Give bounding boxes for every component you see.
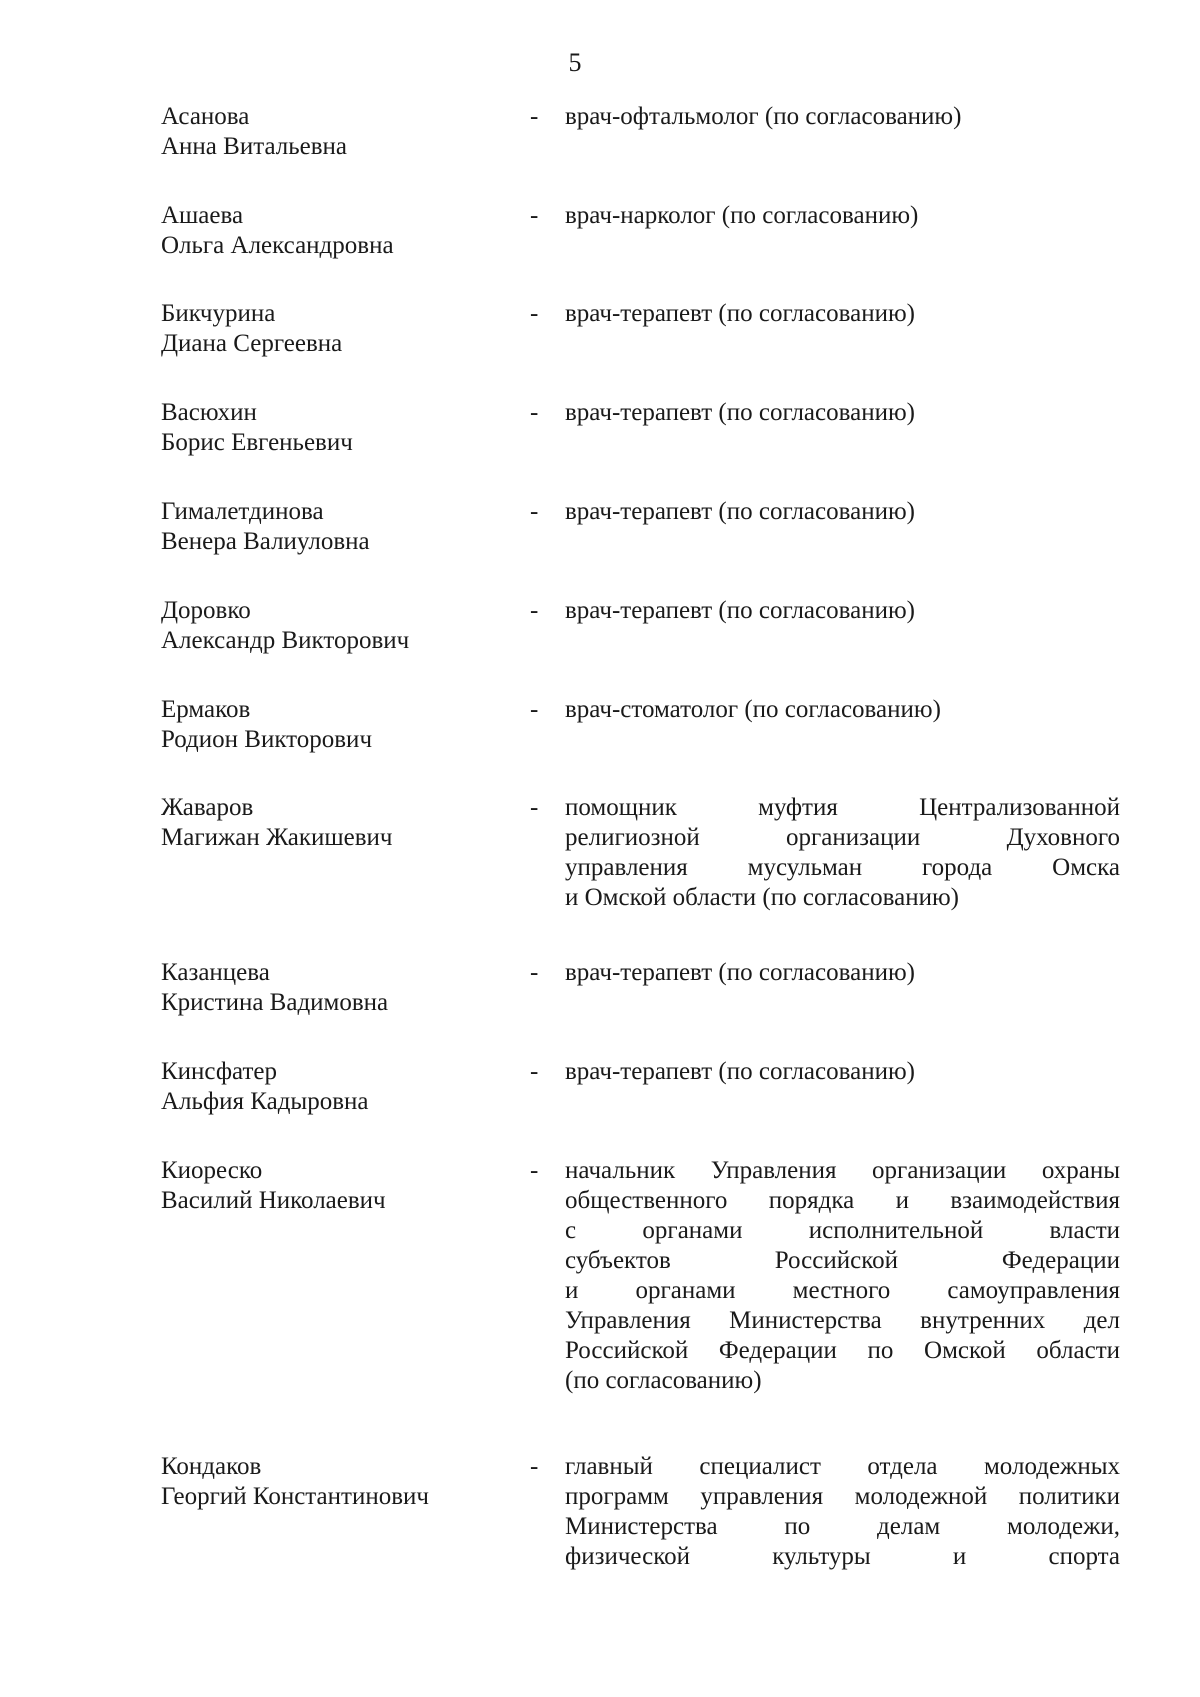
- person-name: [161, 1156, 521, 1216]
- role-line: начальник Управления организации охраны: [565, 1157, 1120, 1184]
- role: [565, 958, 1125, 988]
- given-name: Магижан Жакишевич: [161, 824, 393, 851]
- dash: -: [530, 794, 539, 821]
- role-line: субъектов Российской Федерации: [565, 1247, 1120, 1274]
- dash: -: [530, 300, 539, 327]
- role-line: управления мусульман города Омска: [565, 854, 1120, 881]
- person-name: [161, 958, 521, 1018]
- role-line: общественного порядка и взаимодействия: [565, 1187, 1120, 1214]
- dash: -: [530, 202, 539, 229]
- role: [565, 1452, 1120, 1572]
- given-name: Борис Евгеньевич: [161, 429, 353, 456]
- role: [565, 1057, 1125, 1087]
- dash: -: [530, 103, 539, 130]
- role-line: Российской Федерации по Омской области: [565, 1337, 1120, 1364]
- role-line: врач-терапевт (по согласованию): [565, 1058, 915, 1085]
- role: [565, 497, 1125, 527]
- role: [565, 596, 1125, 626]
- person-name: [161, 102, 521, 162]
- surname: Кондаков: [161, 1453, 262, 1480]
- role-line: Министерства по делам молодежи,: [565, 1513, 1120, 1540]
- surname: Доровко: [161, 597, 251, 624]
- given-name: Ольга Александровна: [161, 232, 394, 259]
- person-name: [161, 1452, 521, 1512]
- surname: Жаваров: [161, 794, 254, 821]
- surname: Гималетдинова: [161, 498, 324, 525]
- surname: Ашаева: [161, 202, 244, 229]
- role-line: врач-терапевт (по согласованию): [565, 498, 915, 525]
- surname: Бикчурина: [161, 300, 276, 327]
- surname: Ермаков: [161, 696, 251, 723]
- dash: -: [530, 696, 539, 723]
- role: [565, 201, 1125, 231]
- role-line: религиозной организации Духовного: [565, 824, 1120, 851]
- surname: Киореско: [161, 1157, 263, 1184]
- role-line: программ управления молодежной политики: [565, 1483, 1120, 1510]
- person-name: [161, 596, 521, 656]
- role-line: врач-офтальмолог (по согласованию): [565, 103, 962, 130]
- role-line: (по согласованию): [565, 1367, 762, 1394]
- person-name: [161, 398, 521, 458]
- given-name: Анна Витальевна: [161, 133, 348, 160]
- given-name: Диана Сергеевна: [161, 330, 343, 357]
- role-line: врач-терапевт (по согласованию): [565, 300, 915, 327]
- dash: -: [530, 597, 539, 624]
- role: [565, 299, 1125, 329]
- dash: -: [530, 1453, 539, 1480]
- role-line: врач-терапевт (по согласованию): [565, 959, 915, 986]
- role: [565, 695, 1125, 725]
- person-name: [161, 1057, 521, 1117]
- given-name: Венера Валиуловна: [161, 528, 370, 555]
- person-name: [161, 299, 521, 359]
- role: [565, 793, 1120, 913]
- role-line: и органами местного самоуправления: [565, 1277, 1120, 1304]
- role-line: врач-стоматолог (по согласованию): [565, 696, 941, 723]
- given-name: Родион Викторович: [161, 726, 373, 753]
- role-line: врач-терапевт (по согласованию): [565, 597, 915, 624]
- dash: -: [530, 399, 539, 426]
- role-line: врач-нарколог (по согласованию): [565, 202, 919, 229]
- role-line: главный специалист отдела молодежных: [565, 1453, 1120, 1480]
- given-name: Василий Николаевич: [161, 1187, 386, 1214]
- role-line: с органами исполнительной власти: [565, 1217, 1120, 1244]
- dash: -: [530, 1157, 539, 1184]
- person-name: [161, 497, 521, 557]
- person-name: [161, 793, 521, 853]
- surname: Казанцева: [161, 959, 270, 986]
- role: [565, 1156, 1120, 1396]
- surname: Кинсфатер: [161, 1058, 278, 1085]
- dash: -: [530, 498, 539, 525]
- page-number: 5: [568, 48, 582, 77]
- person-name: [161, 695, 521, 755]
- dash: -: [530, 959, 539, 986]
- role-line: физической культуры и спорта: [565, 1543, 1120, 1570]
- given-name: Георгий Константинович: [161, 1483, 429, 1510]
- surname: Васюхин: [161, 399, 257, 426]
- dash: -: [530, 1058, 539, 1085]
- role-line: Управления Министерства внутренних дел: [565, 1307, 1120, 1334]
- given-name: Альфия Кадыровна: [161, 1088, 369, 1115]
- person-name: [161, 201, 521, 261]
- role-line: помощник муфтия Централизованной: [565, 794, 1120, 821]
- given-name: Кристина Вадимовна: [161, 989, 389, 1016]
- surname: Асанова: [161, 103, 250, 130]
- role: [565, 102, 1125, 132]
- given-name: Александр Викторович: [161, 627, 410, 654]
- role-line: врач-терапевт (по согласованию): [565, 399, 915, 426]
- role: [565, 398, 1125, 428]
- role-line: и Омской области (по согласованию): [565, 884, 959, 911]
